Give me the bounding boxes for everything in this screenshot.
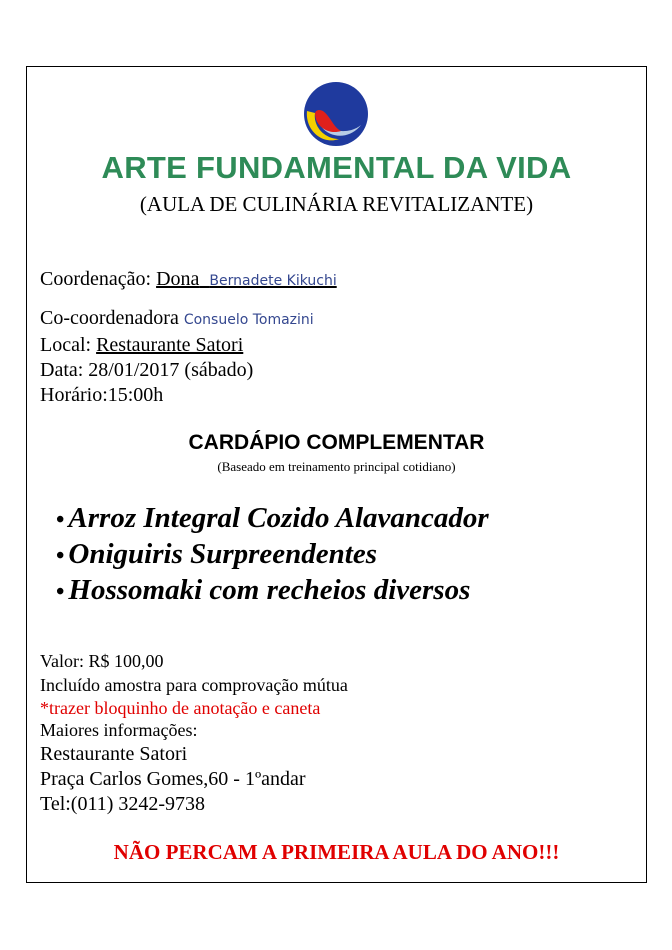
coordenacao-name: Bernadete Kikuchi [209,273,337,289]
local-value: Restaurante Satori [96,334,244,356]
co-coordenadora-label: Co-coordenadora [40,307,179,329]
menu-item [56,500,489,536]
coordenacao-title: Dona [156,268,200,290]
menu-subtitle: (Baseado em treinamento principal cotidiano) [217,459,456,474]
menu-item [56,572,489,608]
coordenacao-label: Coordenação: [40,268,152,290]
menu-item-label: Oniguiris Surpreendentes [68,538,378,570]
local-line [40,334,243,357]
coordenacao-value [156,268,337,290]
menu-item-label: Arroz Integral Cozido Alavancador [68,502,489,534]
bullet-icon: • [56,579,65,605]
horario-line: Horário:15:00h [40,384,164,406]
menu-item-label: Hossomaki com recheios diversos [68,574,471,606]
footer-warning: NÃO PERCAM A PRIMEIRA AULA DO ANO!!! [113,840,560,864]
local-label: Local: [40,334,92,356]
endereco-line: Praça Carlos Gomes,60 - 1ºandar [40,768,306,790]
valor-line: Valor: R$ 100,00 [40,651,164,671]
co-coordenadora-name: Consuelo Tomazini [183,312,314,328]
logo-icon [303,81,369,147]
restaurante-line: Restaurante Satori [40,743,188,765]
page-subtitle: (AULA DE CULINÁRIA REVITALIZANTE) [139,192,534,216]
maiores-line: Maiores informações: [40,720,198,740]
incluido-line: Incluído amostra para comprovação mútua [40,675,348,695]
menu-title: CARDÁPIO COMPLEMENTAR [188,431,485,454]
coordenacao-line [40,268,337,291]
bullet-icon: • [56,543,65,569]
data-line: Data: 28/01/2017 (sábado) [40,359,254,381]
page-title: ARTE FUNDAMENTAL DA VIDA [101,150,572,185]
trazer-line: *trazer bloquinho de anotação e caneta [40,698,321,718]
bullet-icon: • [56,507,65,533]
menu-list [56,500,489,608]
menu-item [56,536,489,572]
tel-line: Tel:(011) 3242-9738 [40,793,206,815]
co-coordenadora-line [40,307,314,330]
